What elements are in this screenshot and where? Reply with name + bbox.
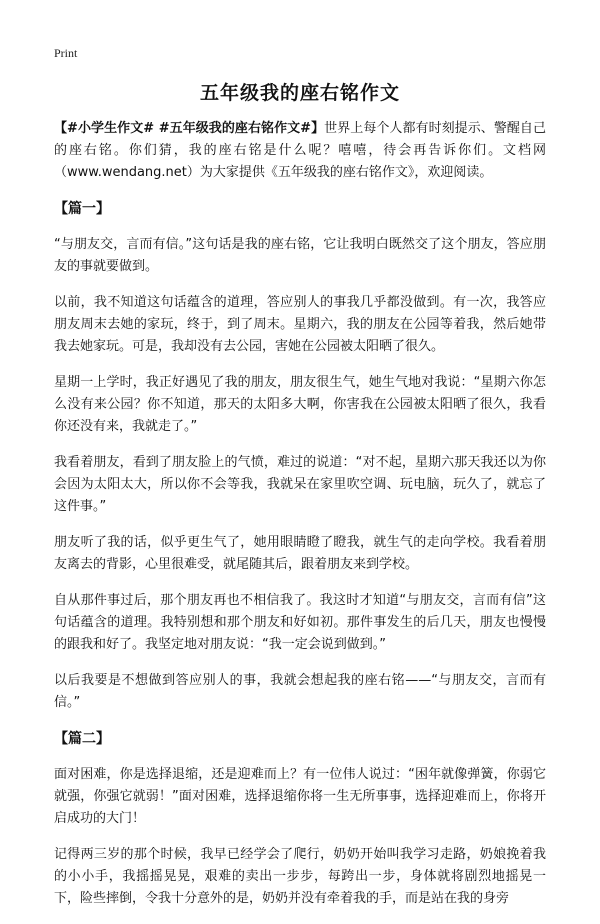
paragraph: 自从那件事过后，那个朋友再也不相信我了。我这时才知道“与朋友交，言而有信”这句话蕴含的道理。我特别想和那个朋友和好如初。那件事发生的后几天，朋友也慢慢的跟我和好了。我坚定地对朋友说：“我一定会说到做到。” bbox=[54, 593, 546, 652]
intro-text: 世界上每个人都有时刻提示、警醒自己的座右铭。你们猜，我的座右铭是什么呢？嘻嘻，待会再告诉你们。文档网（www.wendang.net）为大家提供《五年级我的座右铭作文》，欢迎阅读。 bbox=[54, 121, 546, 180]
article-body bbox=[54, 118, 546, 924]
paragraph: 朋友听了我的话，似乎更生气了，她用眼睛瞪了瞪我，就生气的走向学校。我看着朋友离去的背影，心里很难受，就尾随其后，跟着朋友来到学校。 bbox=[54, 535, 546, 572]
paragraph: 以后我要是不想做到答应别人的事，我就会想起我的座右铭——“与朋友交，言而有信。” bbox=[54, 673, 546, 710]
paragraph: 以前，我不知道这句话蕴含的道理，答应别人的事我几乎都没做到。有一次，我答应朋友周末去她的家玩，终于，到了周末。星期六，我的朋友在公园等着我，然后她带我去她家玩。可是，我却没有去公园，害她在公园被太阳晒了很久。 bbox=[54, 295, 546, 354]
paragraph: 面对困难，你是选择退缩，还是迎难而上？有一位伟人说过：“困年就像弹簧，你弱它就强，你强它就弱！”面对困难，选择退缩你将一生无所事事，选择迎难而上，你将开启成功的大门！ bbox=[54, 767, 546, 826]
paragraph: 星期一上学时，我正好遇见了我的朋友，朋友很生气，她生气地对我说：“星期六你怎么没有来公园？你不知道，那天的太阳多大啊，你害我在公园被太阳晒了很久，我看你还没有来，我就走了。” bbox=[54, 375, 546, 434]
section-heading-1: 【篇一】 bbox=[54, 201, 110, 217]
paragraph: 我看着朋友，看到了朋友脸上的气愤，难过的说道：“对不起，星期六那天我还以为你会因为太阳太大，所以你不会等我，我就呆在家里吹空调、玩电脑，玩久了，就忘了这件事。” bbox=[54, 455, 546, 514]
page-title: 五年级我的座右铭作文 bbox=[199, 82, 400, 104]
print-label: Print bbox=[54, 46, 78, 60]
intro-tags: 【#小学生作文# #五年级我的座右铭作文#】 bbox=[54, 121, 325, 136]
intro-paragraph bbox=[54, 118, 546, 184]
paragraph: “与朋友交，言而有信。”这句话是我的座右铭，它让我明白既然交了这个朋友，答应朋友的事就要做到。 bbox=[54, 237, 546, 274]
paragraph: 记得两三岁的那个时候，我早已经学会了爬行，奶奶开始叫我学习走路，奶娘挽着我的小小手，我摇摇晃晃，艰难的卖出一步步，每跨出一步，身体就将剧烈地摇晃一下，险些摔倒，令我十分意外的是，奶奶并没有牵着我的手，而是站在我的身旁 bbox=[54, 847, 546, 906]
section-heading-2: 【篇二】 bbox=[54, 731, 110, 747]
